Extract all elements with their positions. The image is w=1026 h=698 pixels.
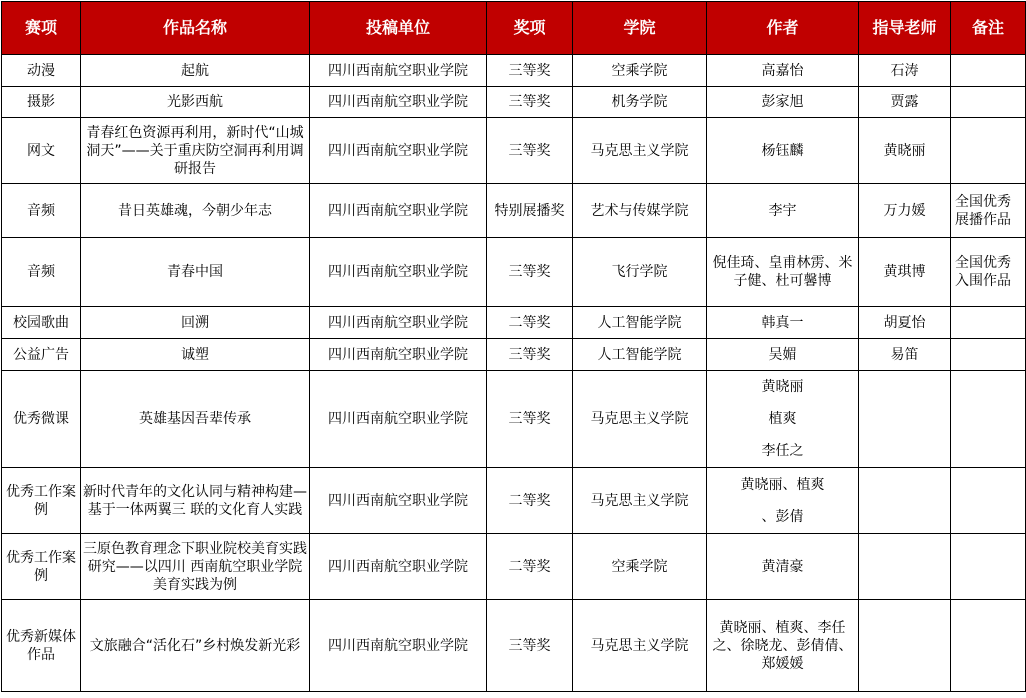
category-cell: 优秀新媒体作品 [2,600,81,692]
title-cell: 昔日英雄魂，今朝少年志 [81,184,310,238]
college-cell: 飞行学院 [573,238,707,307]
author-cell: 韩真一 [707,307,859,339]
unit-cell: 四川西南航空职业学院 [310,184,487,238]
unit-cell: 四川西南航空职业学院 [310,87,487,118]
advisor-cell [859,371,951,468]
advisor-cell: 石涛 [859,55,951,87]
unit-cell: 四川西南航空职业学院 [310,339,487,371]
college-cell: 空乘学院 [573,534,707,600]
title-cell: 青春红色资源再利用，新时代“山城洞天”——关于重庆防空洞再利用调研报告 [81,118,310,184]
category-cell: 音频 [2,238,81,307]
author-cell: 高嘉怡 [707,55,859,87]
table-row [2,534,1026,600]
note-cell [951,55,1026,87]
note-cell [951,118,1026,184]
advisor-cell: 黄琪博 [859,238,951,307]
header-advisor: 指导老师 [859,2,951,55]
unit-cell: 四川西南航空职业学院 [310,371,487,468]
award-cell: 二等奖 [487,307,573,339]
category-cell: 公益广告 [2,339,81,371]
unit-cell: 四川西南航空职业学院 [310,534,487,600]
author-cell: 倪佳琦、皇甫林雳、米子健、杜可馨博 [707,238,859,307]
award-cell: 二等奖 [487,534,573,600]
table-row [2,87,1026,118]
author-cell: 李宇 [707,184,859,238]
note-cell: 全国优秀入围作品 [951,238,1026,307]
header-unit: 投稿单位 [310,2,487,55]
college-cell: 空乘学院 [573,55,707,87]
college-cell: 马克思主义学院 [573,371,707,468]
note-cell [951,468,1026,534]
college-cell: 马克思主义学院 [573,118,707,184]
college-cell: 马克思主义学院 [573,600,707,692]
awards-table [1,1,1026,692]
author-name: 、彭倩 [761,508,804,525]
note-cell [951,371,1026,468]
title-cell: 光影西航 [81,87,310,118]
note-cell [951,307,1026,339]
author-name: 黄晓丽、植爽 [740,476,825,493]
unit-cell: 四川西南航空职业学院 [310,468,487,534]
college-cell: 马克思主义学院 [573,468,707,534]
table-row [2,55,1026,87]
author-cell: 黄晓丽、植爽、李任之、徐晓龙、彭倩倩、郑媛媛 [707,600,859,692]
award-cell: 三等奖 [487,339,573,371]
table-row [2,468,1026,534]
award-cell: 三等奖 [487,600,573,692]
header-award: 奖项 [487,2,573,55]
award-cell: 二等奖 [487,468,573,534]
table-row [2,118,1026,184]
advisor-cell: 黄晓丽 [859,118,951,184]
author-name: 李任之 [761,443,804,459]
award-cell: 三等奖 [487,371,573,468]
college-cell: 艺术与传媒学院 [573,184,707,238]
college-cell: 机务学院 [573,87,707,118]
table-row [2,307,1026,339]
award-cell: 三等奖 [487,87,573,118]
advisor-cell [859,468,951,534]
header-college: 学院 [573,2,707,55]
note-cell [951,339,1026,371]
title-cell: 起航 [81,55,310,87]
award-cell: 三等奖 [487,55,573,87]
college-cell: 人工智能学院 [573,307,707,339]
unit-cell: 四川西南航空职业学院 [310,118,487,184]
author-name: 黄晓丽 [761,379,804,395]
category-cell: 摄影 [2,87,81,118]
note-cell: 全国优秀展播作品 [951,184,1026,238]
award-cell: 三等奖 [487,118,573,184]
category-cell: 优秀工作案例 [2,468,81,534]
header-title: 作品名称 [81,2,310,55]
category-cell: 优秀工作案例 [2,534,81,600]
author-cell: 黄清豪 [707,534,859,600]
header-category: 赛项 [2,2,81,55]
unit-cell: 四川西南航空职业学院 [310,600,487,692]
unit-cell: 四川西南航空职业学院 [310,238,487,307]
header-author: 作者 [707,2,859,55]
author-name: 植爽 [768,411,797,427]
award-cell: 特别展播奖 [487,184,573,238]
unit-cell: 四川西南航空职业学院 [310,55,487,87]
table-row [2,339,1026,371]
category-cell: 校园歌曲 [2,307,81,339]
header-row [2,2,1026,55]
note-cell [951,534,1026,600]
advisor-cell [859,600,951,692]
advisor-cell: 易笛 [859,339,951,371]
title-cell: 英雄基因吾辈传承 [81,371,310,468]
author-cell: 吴媚 [707,339,859,371]
title-cell: 新时代青年的文化认同与精神构建—基于一体两翼三 联的文化育人实践 [81,468,310,534]
award-cell: 三等奖 [487,238,573,307]
table-row [2,371,1026,468]
title-cell: 三原色教育理念下职业院校美育实践研究——以四川 西南航空职业学院美育实践为例 [81,534,310,600]
unit-cell: 四川西南航空职业学院 [310,307,487,339]
advisor-cell [859,534,951,600]
category-cell: 动漫 [2,55,81,87]
note-cell [951,87,1026,118]
advisor-cell: 万力媛 [859,184,951,238]
category-cell: 网文 [2,118,81,184]
title-cell: 诚塑 [81,339,310,371]
table-row [2,600,1026,692]
table-row [2,184,1026,238]
category-cell: 音频 [2,184,81,238]
advisor-cell: 胡夏怡 [859,307,951,339]
table-row [2,238,1026,307]
college-cell: 人工智能学院 [573,339,707,371]
category-cell: 优秀微课 [2,371,81,468]
title-cell: 回溯 [81,307,310,339]
title-cell: 青春中国 [81,238,310,307]
author-cell: 彭家旭 [707,87,859,118]
note-cell [951,600,1026,692]
author-cell [707,468,859,534]
title-cell: 文旅融合“活化石”乡村焕发新光彩 [81,600,310,692]
author-cell [707,371,859,468]
advisor-cell: 贾露 [859,87,951,118]
header-note: 备注 [951,2,1026,55]
author-cell: 杨钰麟 [707,118,859,184]
